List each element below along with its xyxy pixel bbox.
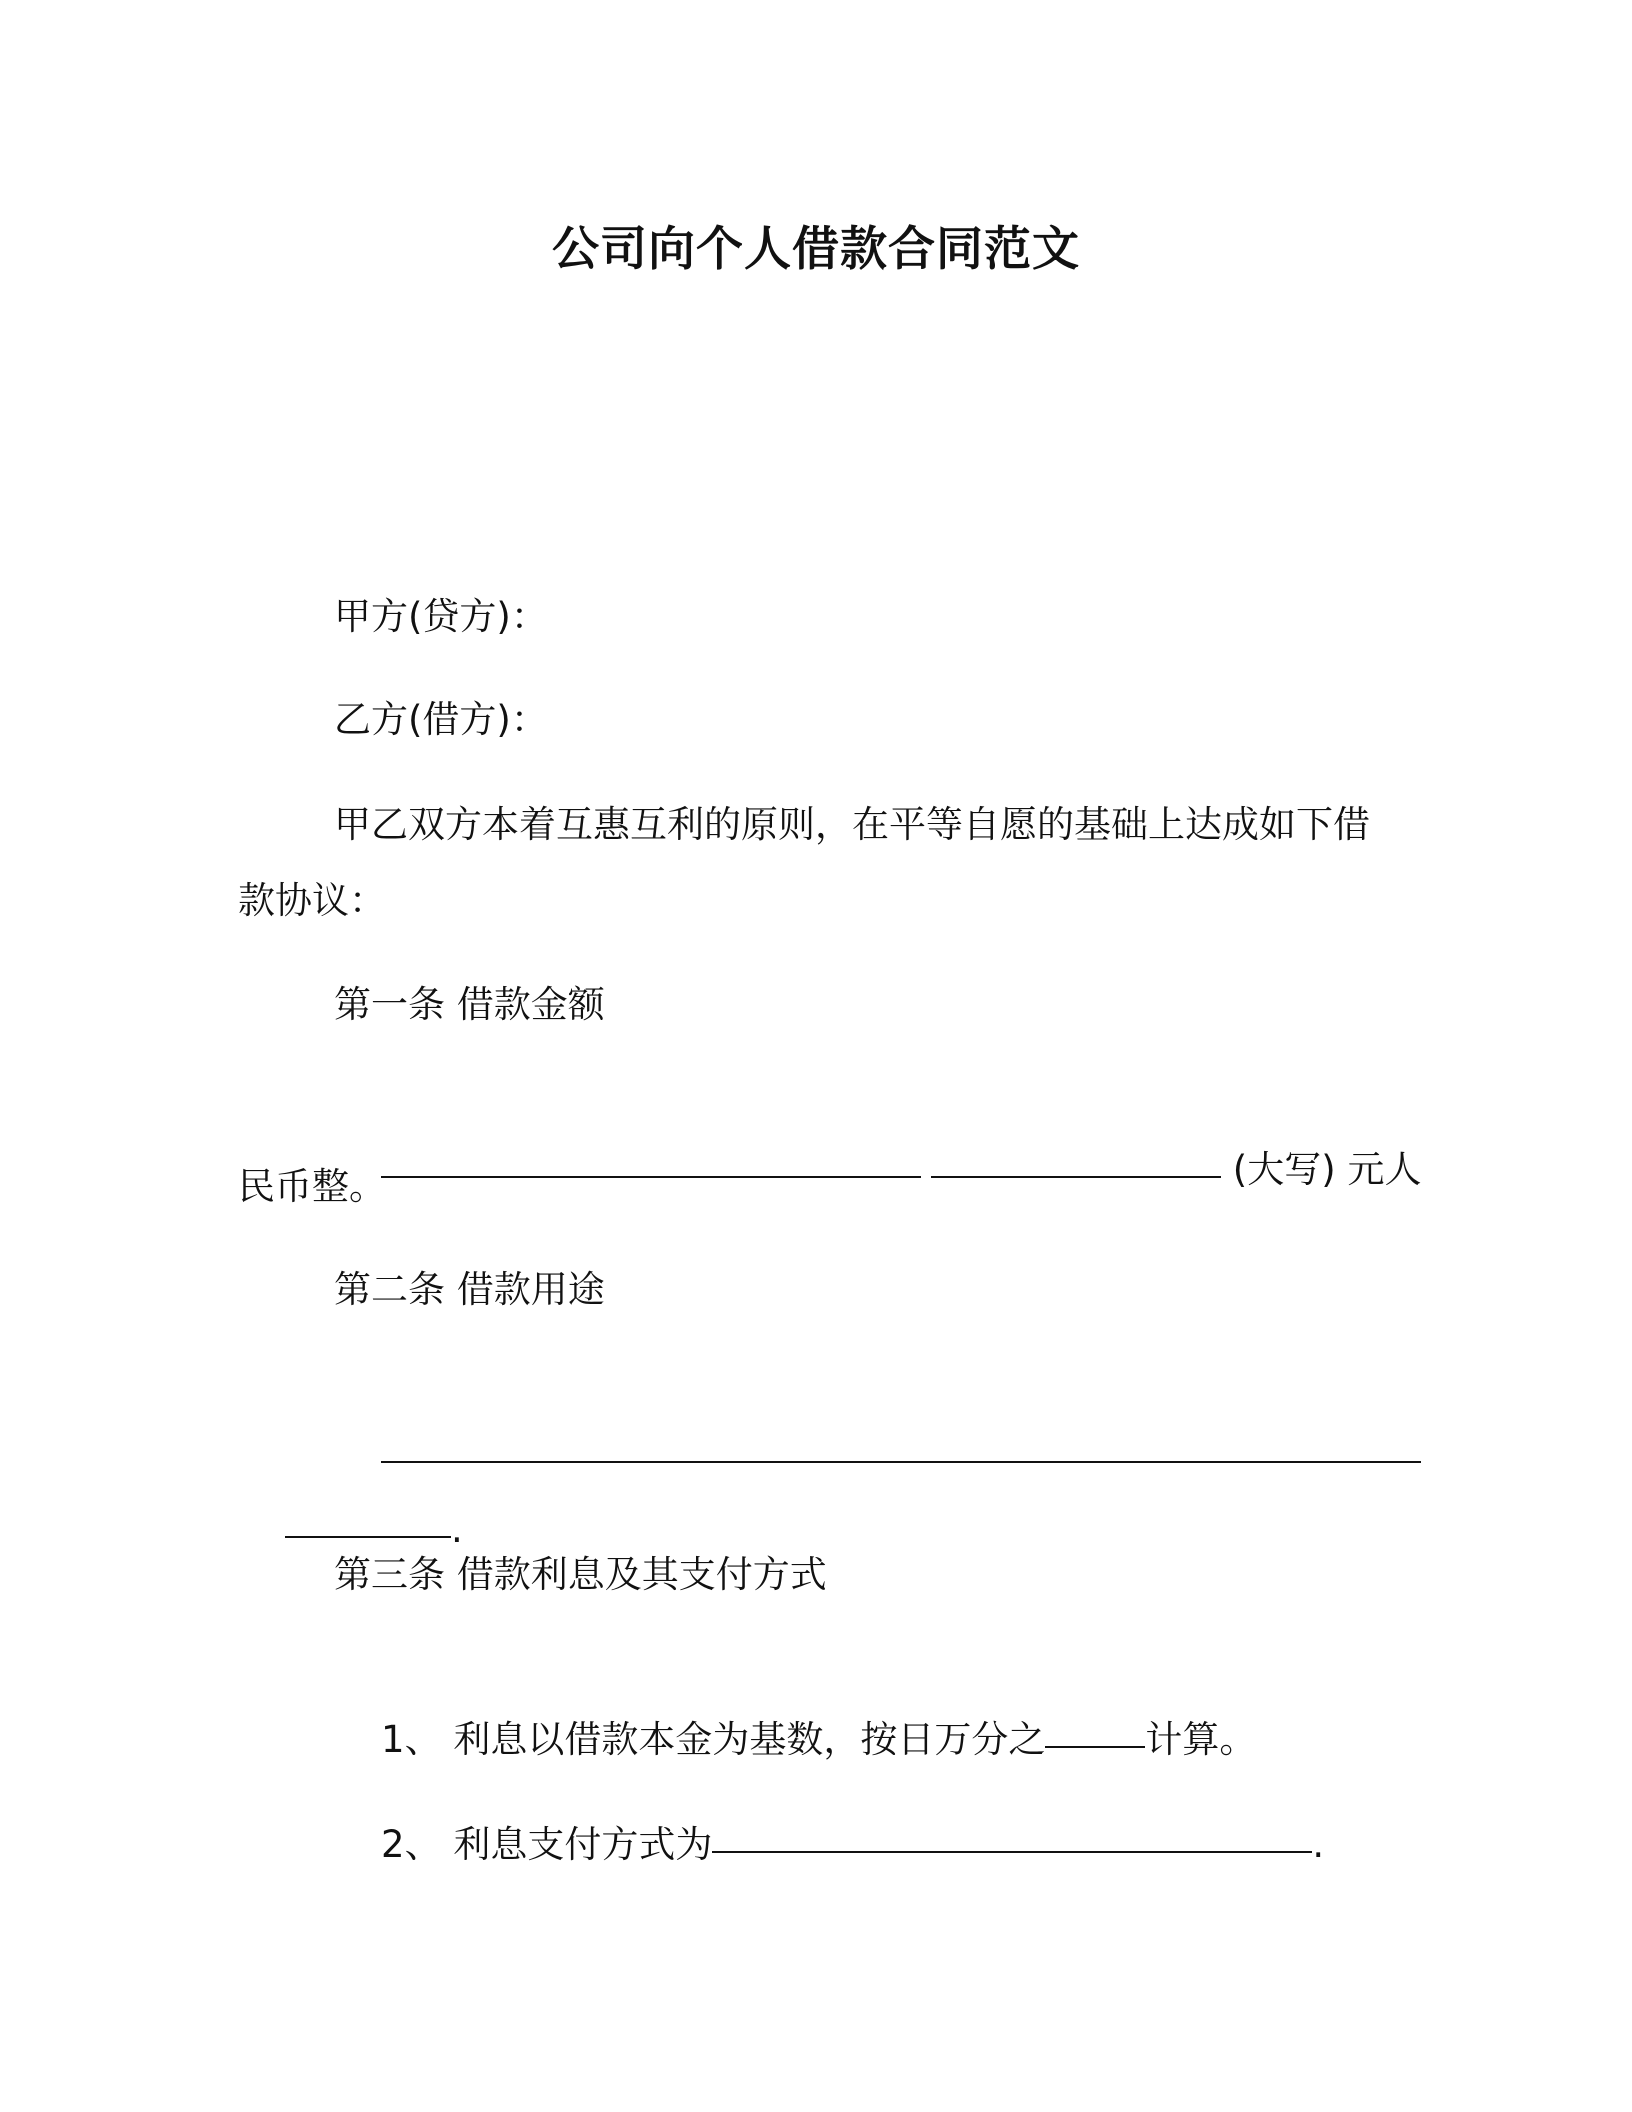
payment-method-suffix: . bbox=[1312, 1823, 1325, 1866]
article-1-amount-line bbox=[334, 1080, 1421, 1260]
payment-method-prefix: 2、 利息支付方式为 bbox=[381, 1823, 713, 1866]
party-b-line: 乙方(借方)： bbox=[334, 698, 548, 741]
preamble-line-1: 甲乙双方本着互惠互利的原则，在平等自愿的基础上达成如下借 bbox=[334, 803, 1370, 846]
purpose-blank-line-2[interactable] bbox=[285, 1500, 451, 1538]
article-2-heading: 第二条 借款用途 bbox=[334, 1268, 605, 1311]
purpose-blank-line-1[interactable] bbox=[381, 1425, 1421, 1463]
preamble-line-2: 款协议： bbox=[238, 879, 386, 922]
purpose-end-mark: . bbox=[451, 1508, 463, 1551]
party-a-line: 甲方(贷方)： bbox=[334, 595, 548, 638]
amount-capital-label: (大写) 元人 bbox=[1221, 1148, 1422, 1191]
article-2-purpose-line bbox=[334, 1365, 1421, 1545]
interest-rate-blank[interactable] bbox=[1045, 1710, 1145, 1748]
interest-rate-suffix: 计算。 bbox=[1145, 1718, 1257, 1761]
article-3-heading: 第三条 借款利息及其支付方式 bbox=[334, 1553, 827, 1596]
article-3-item-2 bbox=[334, 1755, 1324, 1935]
amount-numeric-blank[interactable] bbox=[381, 1140, 921, 1178]
payment-method-blank[interactable] bbox=[712, 1815, 1312, 1853]
article-1-heading: 第一条 借款金额 bbox=[334, 983, 605, 1026]
amount-capital-blank[interactable] bbox=[931, 1140, 1221, 1178]
article-1-line-2: 民币整。 bbox=[238, 1165, 386, 1208]
interest-rate-prefix: 1、 利息以借款本金为基数，按日万分之 bbox=[381, 1718, 1046, 1761]
document-title: 公司向个人借款合同范文 bbox=[552, 222, 1080, 277]
